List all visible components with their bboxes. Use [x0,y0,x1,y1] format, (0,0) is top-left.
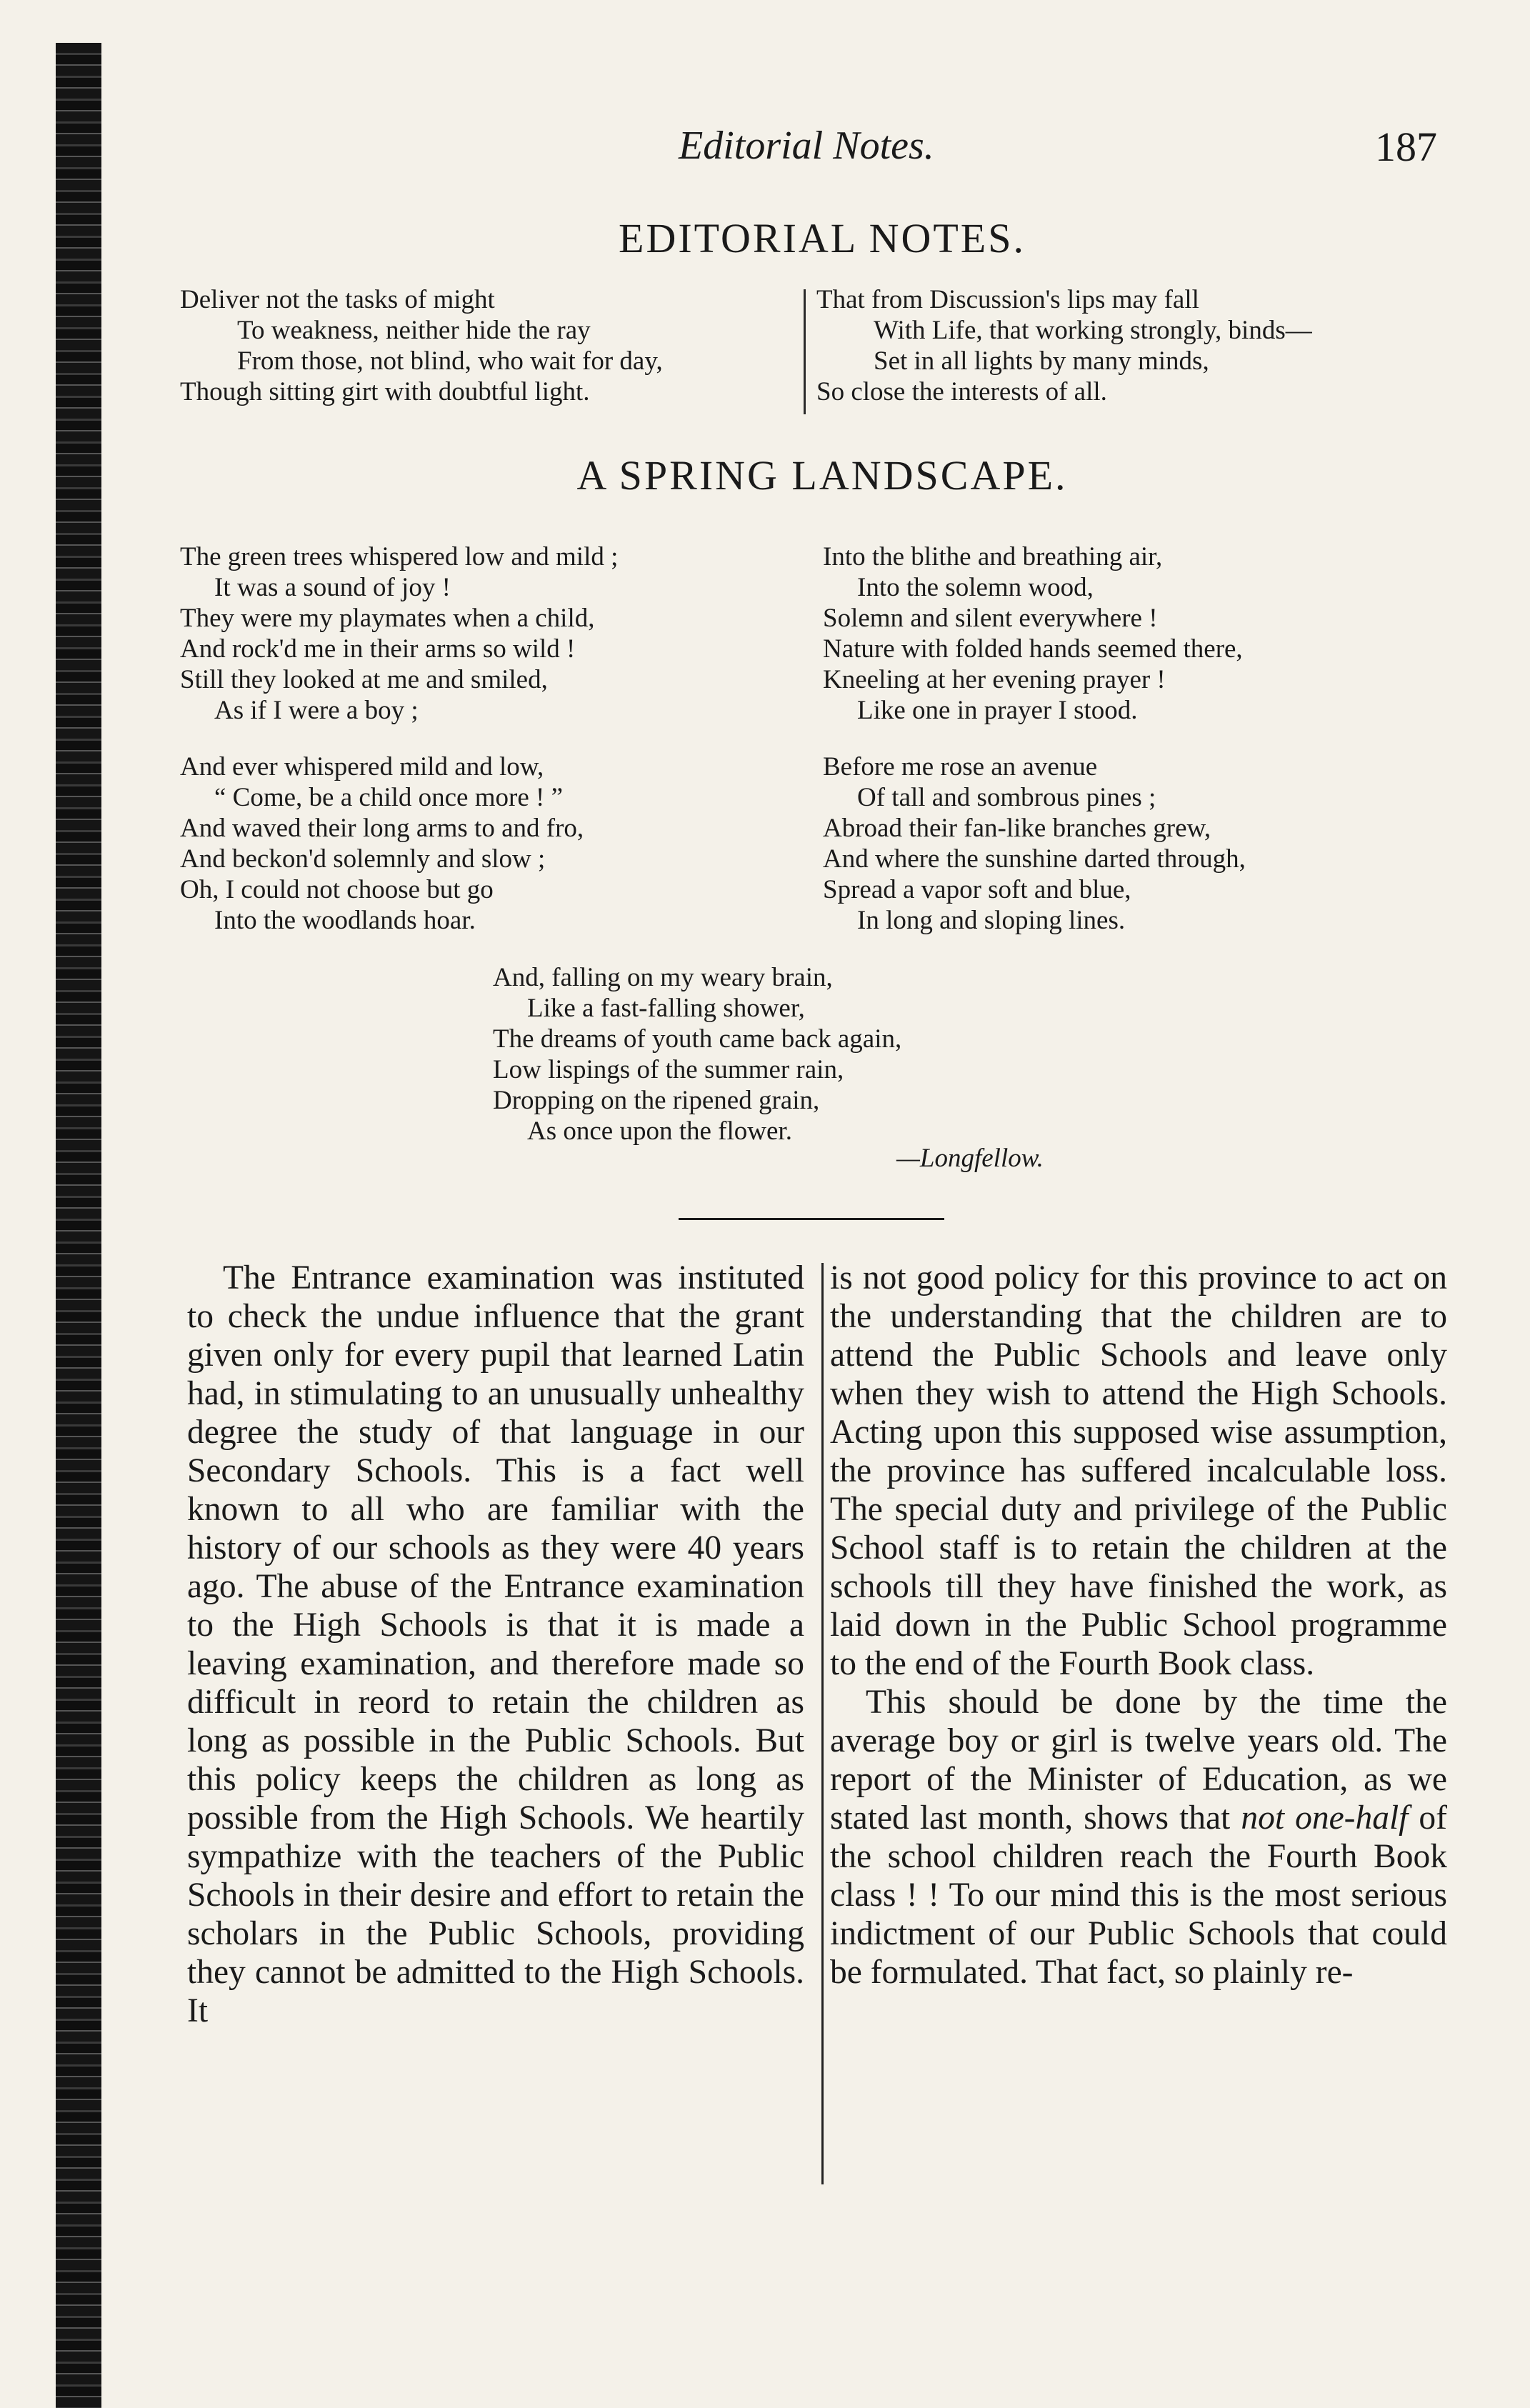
article-paragraph [830,1683,1447,1992]
poem-line: It was a sound of joy ! [214,573,451,602]
poem-line: The dreams of youth came back again, [493,1024,902,1054]
poem-line: They were my playmates when a child, [180,604,595,633]
epigraph-divider [804,289,806,414]
epigraph-line: That from Discussion's lips may fall [816,285,1199,314]
article-text: This should be done by the time the average boy or girl is twelve years old. The report of the Minister of Education, as we stated last month, shows that [830,1684,1447,1837]
poem-line: Like one in prayer I stood. [857,696,1138,725]
epigraph-left [180,284,663,407]
section-separator [679,1218,944,1220]
running-title: Editorial Notes. [679,124,934,168]
poem-line: Like a fast-falling shower, [527,994,805,1023]
poem-line: Solemn and silent everywhere ! [823,604,1158,633]
stanza-4 [823,751,1246,936]
poem-line: “ Come, be a child once more ! ” [214,783,563,812]
epigraph-line: So close the interests of all. [816,377,1107,406]
poem-line: And, falling on my weary brain, [493,963,833,992]
section-title: EDITORIAL NOTES. [619,215,1026,261]
emphasis-text: not one-half [1241,1799,1409,1837]
epigraph-line: Set in all lights by many minds, [874,346,1209,376]
epigraph-line: Deliver not the tasks of might [180,285,495,314]
epigraph-right [816,284,1312,407]
article-paragraph: is not good policy for this province to act on the understanding that the children are to attend the Public Schools and leave only when they wish to attend the High Schools. Acting upon this supposed wise assumption, the province has suffered incalculable loss. The special duty and privilege of the Public School staff is to retain the children at the schools till they have finished the work, as laid down in the Public School programme to the end of the Fourth Book class. [830,1259,1447,1682]
stanza-5 [493,962,901,1146]
poem-line: Dropping on the ripened grain, [493,1086,820,1115]
poem-line: And waved their long arms to and fro, [180,814,584,843]
poem-line: Low lispings of the summer rain, [493,1055,844,1084]
poem-line: And ever whispered mild and low, [180,752,544,781]
article-left-column [187,1259,804,2030]
poem-line: Into the blithe and breathing air, [823,542,1163,571]
article-text: of the school children reach the Fourth Book class ! ! To our mind this is the most serious indictment of our Public Schools that could be formulated. That fact, so plainly re- [830,1799,1447,1991]
poem-line: Kneeling at her evening prayer ! [823,665,1166,694]
poem-line: And rock'd me in their arms so wild ! [180,634,576,664]
poem-line: Still they looked at me and smiled, [180,665,548,694]
poem-line: In long and sloping lines. [857,906,1126,935]
stanza-2 [180,751,584,936]
poem-line: Oh, I could not choose but go [180,875,494,904]
poem-line: Of tall and sombrous pines ; [857,783,1156,812]
poem-line: Into the woodlands hoar. [214,906,476,935]
poem-line: As once upon the flower. [527,1116,792,1146]
epigraph-line: To weakness, neither hide the ray [237,316,591,345]
article-right-column [830,1259,1447,1992]
book-spine-shadow [56,43,101,2408]
poem-line: Nature with folded hands seemed there, [823,634,1243,664]
poem-line: And where the sunshine darted through, [823,844,1246,874]
poem-line: As if I were a boy ; [214,696,419,725]
column-divider [821,1263,824,2184]
poem-line: The green trees whispered low and mild ; [180,542,619,571]
poem-line: Before me rose an avenue [823,752,1098,781]
poem-line: And beckon'd solemnly and slow ; [180,844,546,874]
poem-line: Spread a vapor soft and blue, [823,875,1131,904]
page-number: 187 [1375,124,1437,170]
stanza-1 [180,541,618,726]
epigraph-line: From those, not blind, who wait for day, [237,346,663,376]
poem-title: A SPRING LANDSCAPE. [576,452,1068,499]
article-paragraph: The Entrance examination was instituted to check the undue influence that the grant given only for every pupil that learned Latin had, in stimulating to an unusually unhealthy degree the study of that language in our Secondary Schools. This is a fact well known to all who are familiar with the history of our schools as they were 40 years ago. The abuse of the Entrance examination to the High Schools is that it is made a leaving examination, and therefore made so difficult in reord to retain the children as long as possible in the Public Schools. But this policy keeps the children as long as possible from the High Schools. We heartily sympathize with the teachers of the Public Schools in their desire and effort to retain the scholars in the Public Schools, providing they cannot be admitted to the High Schools. It [187,1259,804,2029]
epigraph-line: With Life, that working strongly, binds— [874,316,1312,345]
epigraph-line: Though sitting girt with doubtful light. [180,377,590,406]
stanza-3 [823,541,1243,726]
poem-line: Into the solemn wood, [857,573,1094,602]
poem-line: Abroad their fan-like branches grew, [823,814,1211,843]
poem-attribution: —Longfellow. [896,1144,1044,1173]
